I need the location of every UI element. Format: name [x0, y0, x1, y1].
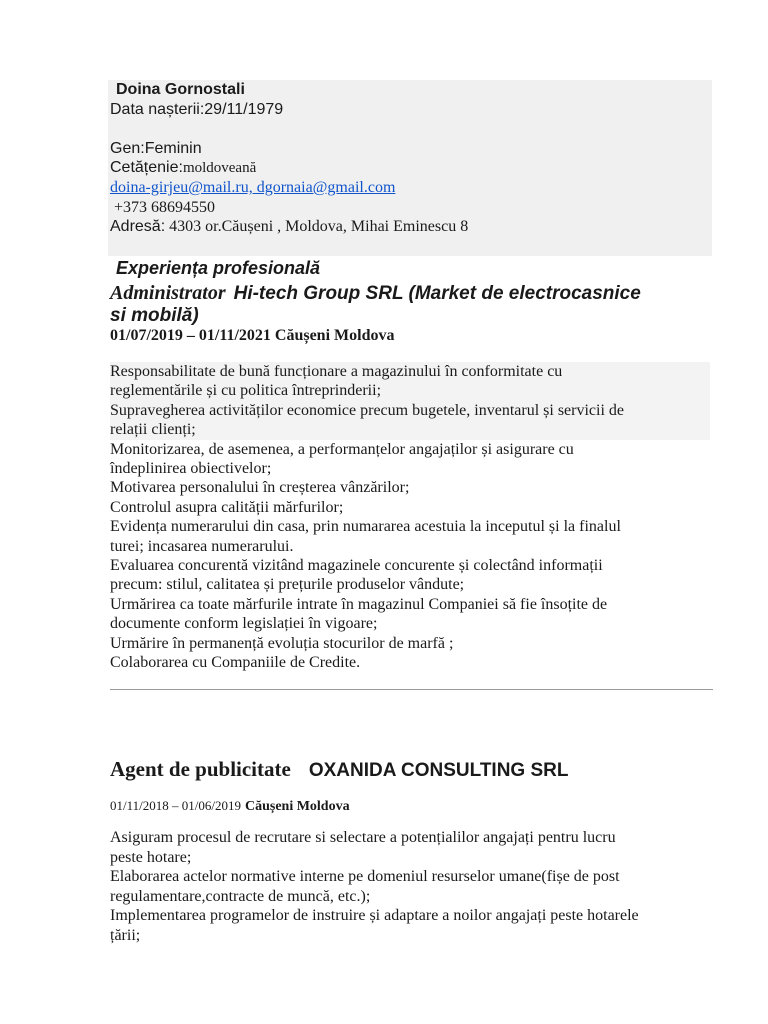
birth-date: Data nașterii:29/11/1979 — [110, 101, 284, 118]
job2-company: OXANIDA CONSULTING SRL — [308, 760, 569, 781]
job1-line: Urmărire în permanență evoluția stocurilor de marfă ; — [110, 634, 454, 652]
job1-line: îndeplinirea obiectivelor; — [110, 460, 272, 478]
job2-heading — [110, 757, 569, 782]
job2-line: Elaborarea actelor normative interne pe domeniul resurselor umane(fișe de post — [110, 868, 620, 886]
phone-number: +373 68694550 — [114, 199, 216, 216]
job1-line: Evaluarea concurentă vizitând magazinele concurente și colectând informații — [110, 557, 603, 575]
job1-line: turei; incasarea numerarului. — [110, 537, 294, 555]
job1-line: reglementările și cu politica întreprinderii; — [110, 381, 710, 400]
job1-line: documente conform legislației în vigoare; — [110, 615, 378, 633]
job1-company-cont: si mobilă) — [110, 305, 199, 326]
job1-title: Administrator — [110, 282, 226, 304]
email-links[interactable]: doina-girjeu@mail.ru, dgornaia@gmail.com — [110, 179, 396, 196]
job1-line: relații clienți; — [110, 420, 710, 439]
citizenship-value: moldoveană — [182, 160, 257, 176]
job2-line: regulamentare,contracte de muncă, etc.); — [110, 887, 371, 905]
citizenship-label: Cetățenie: — [110, 159, 183, 176]
job1-line: Colaborarea cu Companiile de Credite. — [110, 654, 361, 672]
job1-responsibilities — [110, 362, 710, 673]
job1-line: Supravegherea activităților economice precum bugetele, inventarul și servicii de — [110, 401, 710, 420]
job1-line: Motivarea personalului în creșterea vânzărilor; — [110, 479, 410, 497]
job1-line: precum: stilul, calitatea și prețurile produselor vândute; — [110, 576, 465, 594]
job2-line: peste hotare; — [110, 848, 192, 866]
job1-company: Hi-tech Group SRL (Market de electrocasnice — [233, 283, 641, 304]
job2-title: Agent de publicitate — [110, 757, 291, 781]
job1-line: Evidența numerarului din casa, prin numararea acestuia la inceputul și la finalul — [110, 518, 621, 536]
job2-period — [110, 797, 350, 815]
job1-line: Urmărirea ca toate mărfurile intrate în magazinul Companiei să fie însoțite de — [110, 595, 608, 613]
job2-line: țării; — [110, 926, 141, 944]
job1-line: Monitorizarea, de asemenea, a performanțelor angajaților și asigurare cu — [110, 440, 574, 458]
address — [110, 218, 468, 236]
job1-period: 01/07/2019 – 01/11/2021 Căușeni Moldova — [110, 327, 395, 344]
job2-line: Asiguram procesul de recrutare si selectare a potențialilor angajați pentru lucru — [110, 829, 616, 846]
job1-heading — [110, 282, 641, 305]
job2-responsibilities — [110, 828, 720, 946]
address-value: 4303 or.Căușeni , Moldova, Mihai Eminescu 8 — [169, 218, 469, 235]
person-name: Doina Gornostali — [116, 81, 245, 98]
citizenship — [110, 159, 256, 177]
job2-location: Căușeni Moldova — [244, 799, 350, 814]
section-title: Experiența profesională — [116, 258, 321, 278]
address-label: Adresă: — [110, 218, 166, 235]
job1-line: Responsabilitate de bună funcționare a magazinului în conformitate cu — [110, 362, 710, 381]
gender: Gen:Feminin — [110, 140, 202, 157]
job2-line: Implementarea programelor de instruire și adaptare a noilor angajați peste hotarele — [110, 907, 639, 925]
job2-dates: 01/11/2018 – 01/06/2019 — [110, 798, 241, 813]
section-divider — [110, 689, 713, 690]
job1-line: Controlul asupra calității mărfurilor; — [110, 498, 344, 516]
